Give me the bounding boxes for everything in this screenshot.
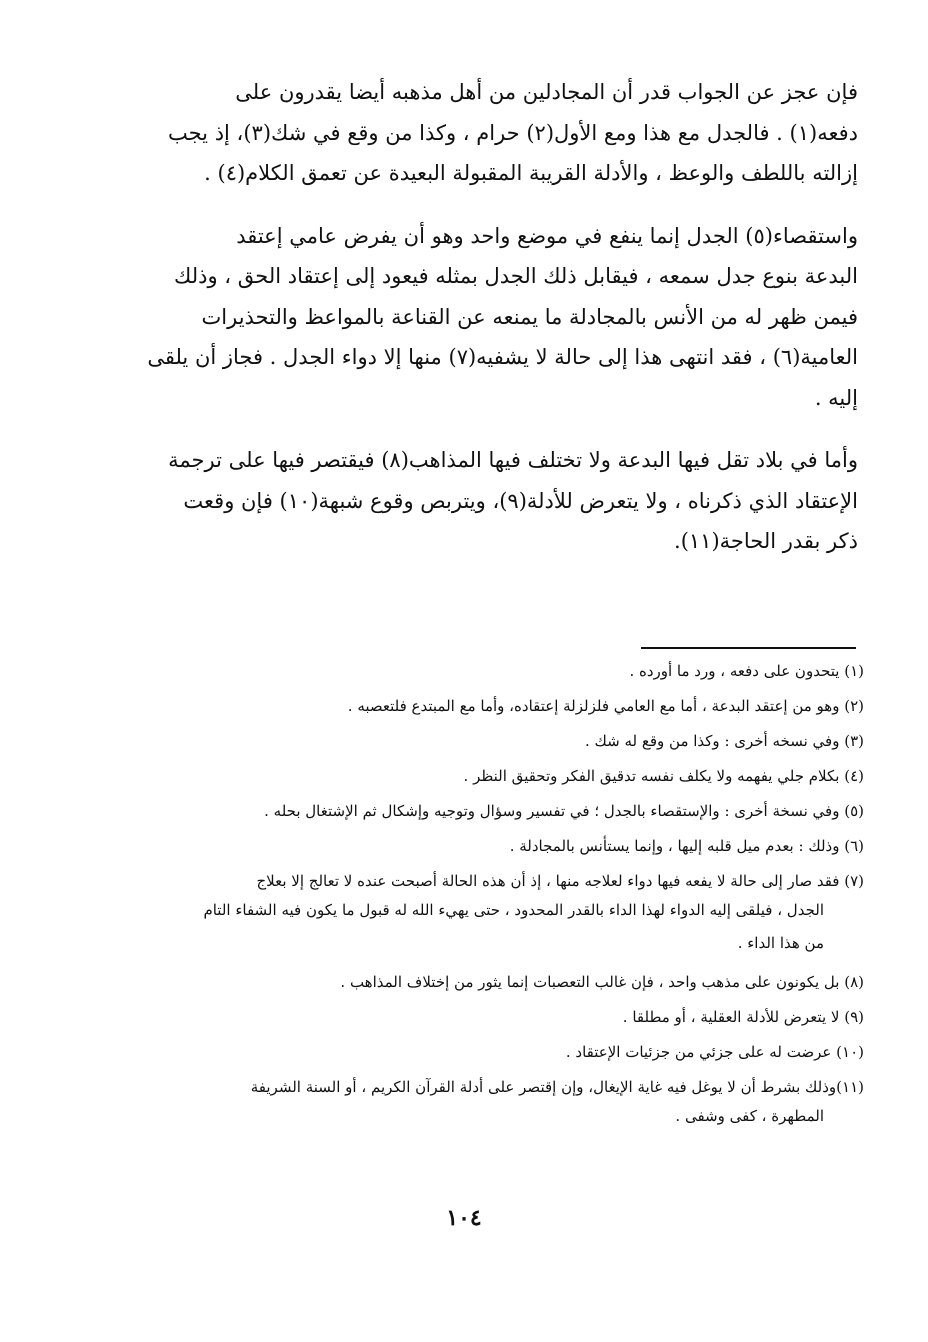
footnote-text: (٥) وفي نسخة أخرى : والإستقصاء بالجدل ؛ في تفسير وسؤال وتوجيه وإشكال ثم الإشتغال بحله . (264, 802, 864, 820)
text-line: إزالته باللطف والوعظ ، والأدلة القريبة المقبولة البعيدة عن تعمق الكلام(٤) . (204, 161, 858, 185)
footnote-separator (641, 647, 856, 649)
footnote-continuation: المطهرة ، كفى وشفى . (675, 1107, 824, 1125)
footnote-8 (64, 969, 864, 995)
text-line: فيمن ظهر له من الأنس بالمجادلة ما يمنعه عن القناعة بالمواعظ والتحذيرات (201, 304, 858, 329)
text-line: وأما في بلاد تقل فيها البدعة ولا تختلف فيها المذاهب(٨) فيقتصر فيها على ترجمة (168, 448, 858, 472)
text-line: واستقصاء(٥) الجدل إنما ينفع في موضع واحد وهو أن يفرض عامي إعتقد (236, 223, 858, 248)
paragraph-3 (68, 440, 858, 562)
footnote-text: (٧) فقد صار إلى حالة لا يفعه فيها دواء لعلاجه منها ، إذ أن هذه الحالة أصبحت عنده لا تعالج إلا بعلاج (256, 872, 864, 890)
footnote-continuation: من هذا الداء . (737, 934, 824, 952)
footnote-text: (١٠) عرضت له على جزئي من جزئيات الإعتقاد . (565, 1043, 864, 1061)
footnote-7 (64, 868, 864, 960)
text-line: فإن عجز عن الجواب قدر أن المجادلين من أهل مذهبه أيضا يقدرون على (235, 80, 858, 104)
footnote-4 (64, 763, 864, 789)
footnote-continuation: الجدل ، فيلقى إليه الدواء لهذا الداء بالقدر المحدود ، حتى يهيء الله له قبول ما يكون فيه الشفاء التام (203, 901, 824, 919)
text-line: البدعة بنوع جدل سمعه ، فيقابل ذلك الجدل بمثله فيعود إلى إعتقاد الحق ، وذلك (174, 264, 858, 288)
footnote-text: (٣) وفي نسخه أخرى : وكذا من وقع له شك . (584, 732, 864, 750)
footnote-text: (٤) بكلام جلي يفهمه ولا يكلف نفسه تدقيق الفكر وتحقيق النظر . (463, 767, 864, 785)
footnote-2 (64, 693, 864, 719)
footnote-text: (٢) وهو من إعتقد البدعة ، أما مع العامي فلزلزلة إعتقاده، وأما مع المبتدع فلتعصبه . (347, 697, 864, 715)
text-line: ذكر بقدر الحاجة(١١). (674, 529, 858, 553)
page-number: ١٠٤ (446, 1205, 482, 1231)
footnote-11 (64, 1074, 864, 1133)
footnote-text: (٩) لا يتعرض للأدلة العقلية ، أو مطلقا . (622, 1008, 864, 1026)
paragraph-1 (68, 72, 858, 194)
footnote-text: (٨) بل يكونون على مذهب واحد ، فإن غالب التعصبات إنما يثور من إختلاف المذاهب . (340, 973, 864, 991)
footnote-1 (64, 658, 864, 684)
text-line: إليه . (814, 385, 858, 410)
footnote-10 (64, 1039, 864, 1065)
footnote-5 (64, 798, 864, 824)
footnote-text: (٦) وذلك : بعدم ميل قلبه إليها ، وإنما يستأنس بالمجادلة . (509, 837, 864, 855)
text-line: الإعتقاد الذي ذكرناه ، ولا يتعرض للأدلة(٩)، ويتربص وقوع شبهة(١٠) فإن وقعت (183, 488, 858, 513)
text-line: دفعه(١) . فالجدل مع هذا ومع الأول(٢) حرام ، وكذا من وقع في شك(٣)، إذ يجب (168, 120, 858, 145)
text-line: العامية(٦) ، فقد انتهى هذا إلى حالة لا يشفيه(٧) منها إلا دواء الجدل . فجاز أن يلقى (147, 345, 858, 369)
main-text (68, 72, 858, 584)
footnotes (64, 658, 864, 1142)
footnote-9 (64, 1004, 864, 1030)
footnote-text: (١١)وذلك بشرط أن لا يوغل فيه غاية الإيغال، وإن إقتصر على أدلة القرآن الكريم ، أو السنة الشريفة (250, 1078, 864, 1096)
footnote-text: (١) يتحدون على دفعه ، ورد ما أورده . (629, 662, 864, 680)
paragraph-2 (68, 216, 858, 419)
footnote-6 (64, 833, 864, 859)
footnote-3 (64, 728, 864, 754)
